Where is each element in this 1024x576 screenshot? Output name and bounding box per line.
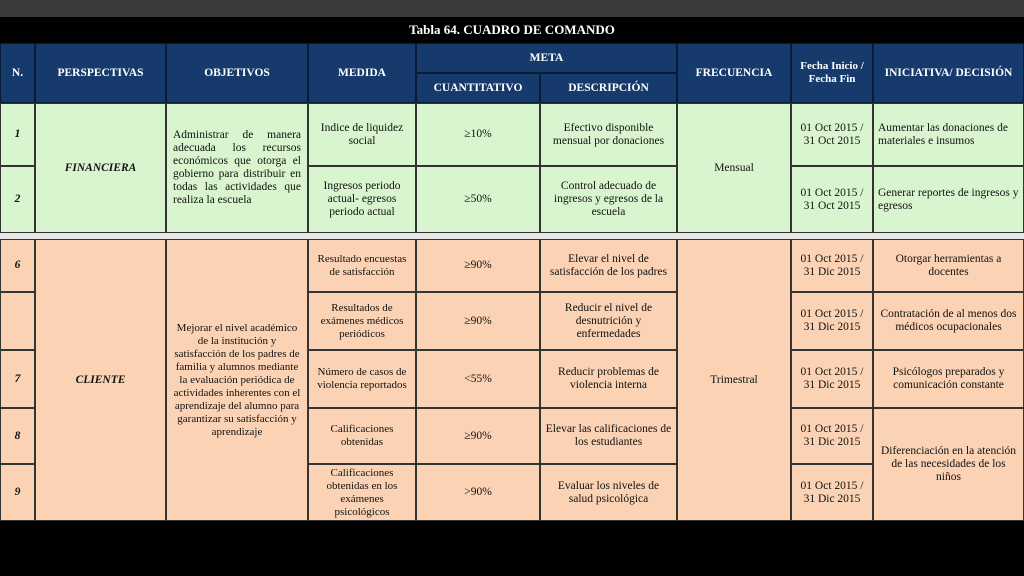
header-perspectivas: PERSPECTIVAS [35, 43, 166, 103]
cli-row-9-n: 9 [0, 464, 35, 521]
cli-iniciativa-2: Contratación de al menos dos médicos ocupacionales [873, 292, 1024, 350]
cli-row-9-medida: Calificaciones obtenidas en los exámenes psicológicos [308, 464, 416, 521]
bottom-bar [0, 521, 1024, 576]
cli-iniciativa-1: Otorgar herramientas a docentes [873, 239, 1024, 292]
fin-row-2-medida: Ingresos periodo actual- egresos periodo actual [308, 166, 416, 233]
cli-row-7-fecha: 01 Oct 2015 / 31 Dic 2015 [791, 350, 873, 408]
header-fecha: Fecha Inicio / Fecha Fin [791, 43, 873, 103]
fin-objective: Administrar de manera adecuada los recursos económicos que otorga el gobierno para distribuir en todas las actividades que realiza la escuela [166, 103, 308, 233]
cli-row-blank-medida: Resultados de exámenes médicos periódicos [308, 292, 416, 350]
fin-perspective: FINANCIERA [35, 103, 166, 233]
table-title: Tabla 64. CUADRO DE COMANDO [0, 17, 1024, 43]
cli-row-blank-descripcion: Reducir el nivel de desnutrición y enfermedades [540, 292, 677, 350]
fin-row-1-cuantitativo: ≥10% [416, 103, 540, 166]
cli-row-8-fecha: 01 Oct 2015 / 31 Dic 2015 [791, 408, 873, 464]
fin-row-1-fecha: 01 Oct 2015 / 31 Oct 2015 [791, 103, 873, 166]
header-n: N. [0, 43, 35, 103]
cli-row-7-n: 7 [0, 350, 35, 408]
header-descripcion: DESCRIPCIÓN [540, 73, 677, 103]
cli-row-6-fecha: 01 Oct 2015 / 31 Dic 2015 [791, 239, 873, 292]
fin-row-1-iniciativa: Aumentar las donaciones de materiales e insumos [873, 103, 1024, 166]
header-iniciativa: INICIATIVA/ DECISIÓN [873, 43, 1024, 103]
cli-objective: Mejorar el nivel académico de la institución y satisfacción de los padres de familia y alumnos mediante la evaluación periódica de actividades inherentes con el aprendizaje del alumno para garantizar su satisfacción y aprendizaje [166, 239, 308, 521]
cli-row-8-cuantitativo: ≥90% [416, 408, 540, 464]
cli-row-6-medida: Resultado encuestas de satisfacción [308, 239, 416, 292]
cli-row-8-medida: Calificaciones obtenidas [308, 408, 416, 464]
cli-iniciativa-3: Psicólogos preparados y comunicación constante [873, 350, 1024, 408]
fin-row-2-cuantitativo: ≥50% [416, 166, 540, 233]
cli-row-8-n: 8 [0, 408, 35, 464]
fin-row-2-n: 2 [0, 166, 35, 233]
cli-perspective: CLIENTE [35, 239, 166, 521]
cli-row-9-fecha: 01 Oct 2015 / 31 Dic 2015 [791, 464, 873, 521]
cli-row-7-medida: Número de casos de violencia reportados [308, 350, 416, 408]
cli-row-blank-fecha: 01 Oct 2015 / 31 Dic 2015 [791, 292, 873, 350]
top-bar [0, 0, 1024, 17]
fin-frequency: Mensual [677, 103, 791, 233]
fin-row-1-descripcion: Efectivo disponible mensual por donaciones [540, 103, 677, 166]
header-cuantitativo: CUANTITATIVO [416, 73, 540, 103]
cli-row-7-cuantitativo: <55% [416, 350, 540, 408]
cli-frequency: Trimestral [677, 239, 791, 521]
cli-row-blank-cuantitativo: ≥90% [416, 292, 540, 350]
slide [0, 43, 1024, 521]
cli-row-6-n: 6 [0, 239, 35, 292]
header-meta: META [416, 43, 677, 73]
cli-row-6-cuantitativo: ≥90% [416, 239, 540, 292]
cli-row-9-cuantitativo: >90% [416, 464, 540, 521]
cli-row-6-descripcion: Elevar el nivel de satisfacción de los padres [540, 239, 677, 292]
fin-row-2-iniciativa: Generar reportes de ingresos y egresos [873, 166, 1024, 233]
cli-row-8-descripcion: Elevar las calificaciones de los estudiantes [540, 408, 677, 464]
cli-row-9-descripcion: Evaluar los niveles de salud psicológica [540, 464, 677, 521]
header-frecuencia: FRECUENCIA [677, 43, 791, 103]
cli-iniciativa-4: Diferenciación en la atención de las necesidades de los niños [873, 408, 1024, 521]
cli-row-7-descripcion: Reducir problemas de violencia interna [540, 350, 677, 408]
cli-row-blank-n [0, 292, 35, 350]
fin-row-1-n: 1 [0, 103, 35, 166]
header-objetivos: OBJETIVOS [166, 43, 308, 103]
fin-row-2-descripcion: Control adecuado de ingresos y egresos de la escuela [540, 166, 677, 233]
fin-row-1-medida: Indice de liquidez social [308, 103, 416, 166]
fin-row-2-fecha: 01 Oct 2015 / 31 Oct 2015 [791, 166, 873, 233]
header-medida: MEDIDA [308, 43, 416, 103]
